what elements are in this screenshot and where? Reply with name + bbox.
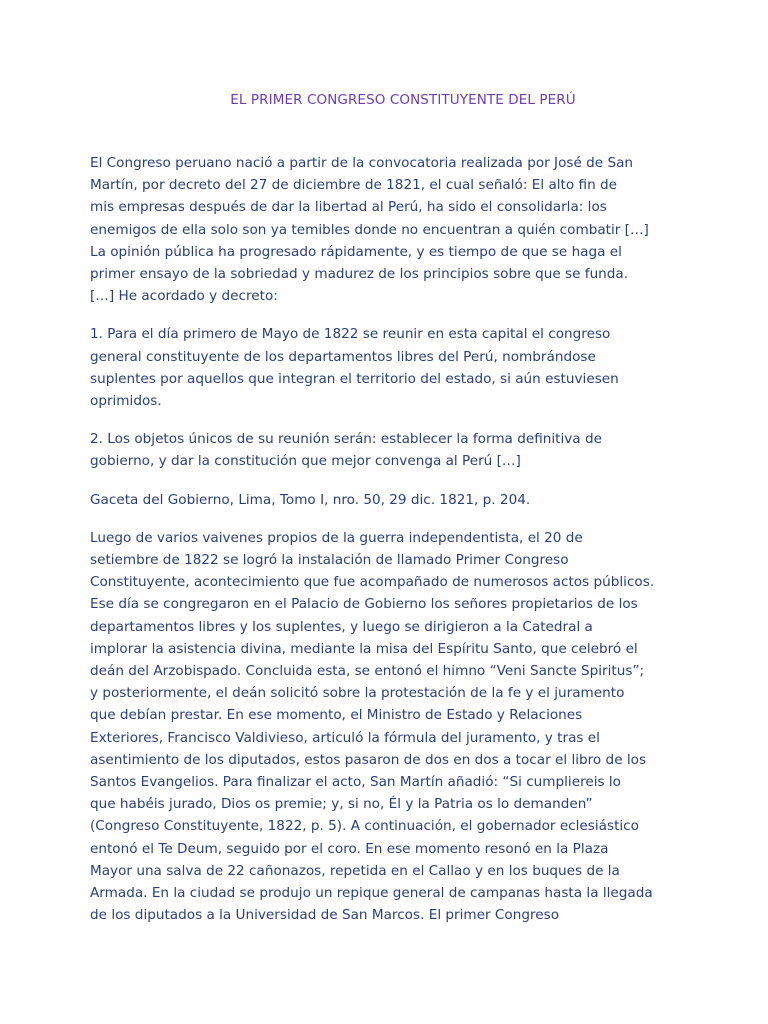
text-line: suplentes por aquellos que integran el territorio del estado, si aún estuviesen <box>90 370 619 387</box>
text-line: que habéis jurado, Dios os premie; y, si no, Él y la Patria os lo demanden” <box>90 796 593 813</box>
text-line: asentimiento de los diputados, estos pasaron de dos en dos a tocar el libro de los <box>90 751 647 768</box>
text-line: Ese día se congregaron en el Palacio de Gobierno los señores propietarios de los <box>90 596 638 613</box>
text-line: entonó el Te Deum, seguido por el coro. En ese momento resonó en la Plaza <box>90 840 609 857</box>
document-title: EL PRIMER CONGRESO CONSTITUYENTE DEL PERÚ <box>230 92 576 108</box>
document-body <box>90 152 702 927</box>
text-line: mis empresas después de dar la libertad al Perú, ha sido el consolidarla: los <box>90 199 607 216</box>
text-line: que debían prestar. En ese momento, el Ministro de Estado y Relaciones <box>90 707 583 724</box>
text-line: El Congreso peruano nació a partir de la convocatoria realizada por José de San <box>90 155 634 171</box>
text-line: 2. Los objetos únicos de su reunión serán: establecer la forma definitiva de <box>90 431 602 448</box>
text-line: Luego de varios vaivenes propios de la guerra independentista, el 20 de <box>90 529 583 546</box>
text-line: […] He acordado y decreto: <box>90 288 278 305</box>
text-line: y posteriormente, el deán solicitó sobre la protestación de la fe y el juramento <box>90 685 625 702</box>
text-line: Armada. En la ciudad se produjo un repique general de campanas hasta la llegada <box>90 885 653 902</box>
text-line: departamentos libres y los suplentes, y luego se dirigieron a la Catedral a <box>90 618 593 635</box>
text-line: setiembre de 1822 se logró la instalación de llamado Primer Congreso <box>90 552 569 569</box>
text-line: Constituyente, acontecimiento que fue acompañado de numerosos actos públicos. <box>90 574 655 591</box>
text-line: enemigos de ella solo son ya temibles donde no encuentran a quién combatir […] <box>90 221 649 238</box>
text-line: gobierno, y dar la constitución que mejor convenga al Perú […] <box>90 453 521 470</box>
text-line: Martín, por decreto del 27 de diciembre de 1821, el cual señaló: El alto fin de <box>90 177 618 194</box>
paragraph <box>90 527 702 927</box>
text-line: Mayor una salva de 22 cañonazos, repetida en el Callao y en los buques de la <box>90 862 620 879</box>
text-line: Exteriores, Francisco Valdivieso, articuló la fórmula del juramento, y tras el <box>90 729 600 746</box>
text-line: oprimidos. <box>90 393 162 410</box>
paragraph <box>90 323 702 412</box>
text-line: deán del Arzobispado. Concluida esta, se entonó el himno “Veni Sancte Spiritus”; <box>90 663 645 680</box>
text-line: implorar la asistencia divina, mediante la misa del Espíritu Santo, que celebró el <box>90 640 638 657</box>
text-line: de los diputados a la Universidad de San Marcos. El primer Congreso <box>90 907 560 924</box>
text-line: (Congreso Constituyente, 1822, p. 5). A continuación, el gobernador eclesiástico <box>90 818 639 835</box>
text-line: Gaceta del Gobierno, Lima, Tomo I, nro. 50, 29 dic. 1821, p. 204. <box>90 491 531 508</box>
text-line: general constituyente de los departamentos libres del Perú, nombrándose <box>90 348 596 365</box>
text-line: Santos Evangelios. Para finalizar el acto, San Martín añadió: “Si cumpliereis lo <box>90 774 621 791</box>
paragraph <box>90 428 702 472</box>
text-line: La opinión pública ha progresado rápidamente, y es tiempo de que se haga el <box>90 243 622 260</box>
paragraph <box>90 152 702 307</box>
text-line: 1. Para el día primero de Mayo de 1822 se reunir en esta capital el congreso <box>90 326 611 343</box>
paragraph <box>90 489 702 511</box>
text-line: primer ensayo de la sobriedad y madurez de los principios sobre que se funda. <box>90 266 629 283</box>
